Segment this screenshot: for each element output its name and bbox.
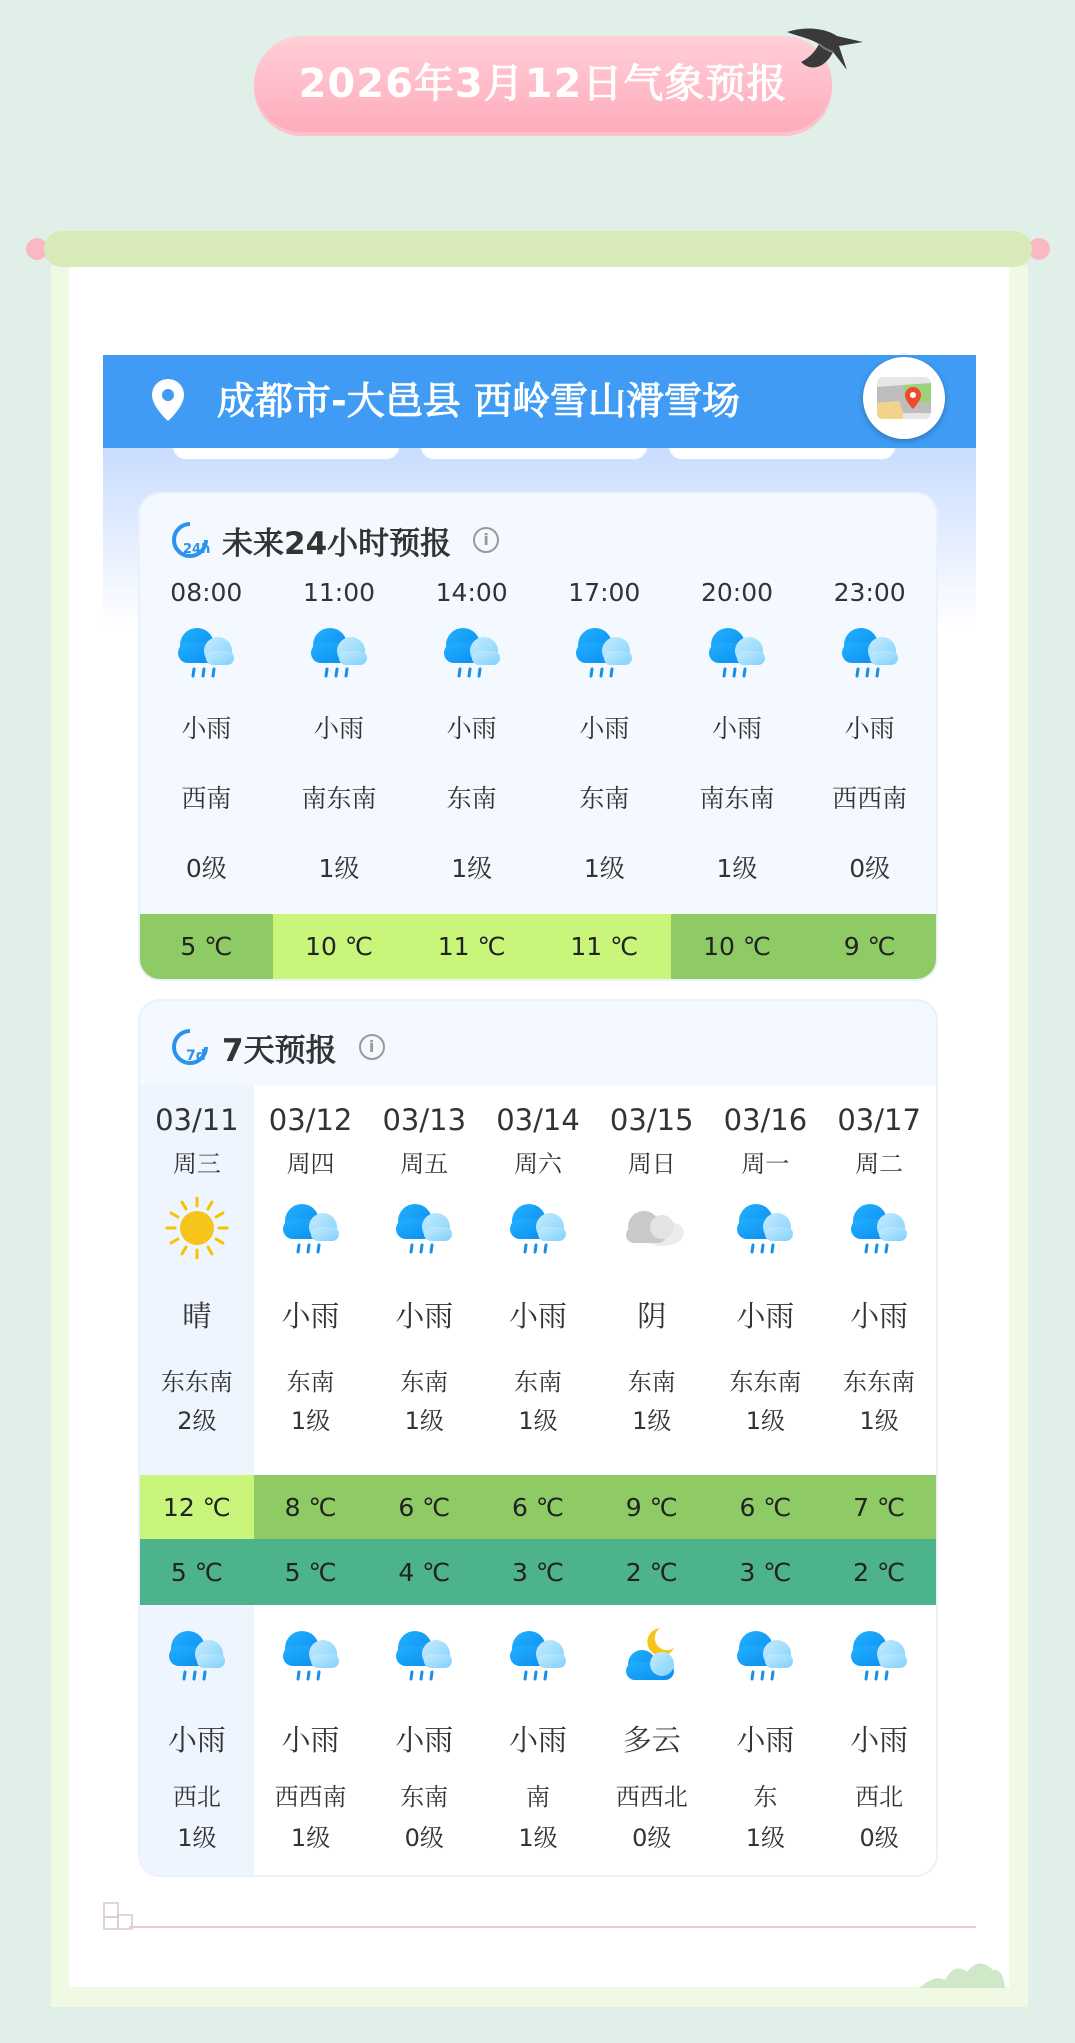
- night-weather: 小雨: [508, 1722, 567, 1757]
- hourly-column: [405, 572, 538, 902]
- day-wind-direction: 东南: [627, 1367, 676, 1396]
- hour-temperature: 11 ℃: [538, 914, 671, 979]
- day-wind-direction: 东东南: [729, 1367, 802, 1396]
- hour-wind-level: 1级: [716, 854, 758, 883]
- day-date: 03/15: [609, 1103, 694, 1137]
- hour-time: 11:00: [302, 577, 376, 607]
- night-weather: 小雨: [736, 1722, 795, 1757]
- map-icon: [863, 357, 945, 439]
- page-title-banner: [254, 36, 832, 132]
- hour-temperature: 5 ℃: [140, 914, 273, 979]
- hour-weather: 小雨: [579, 714, 630, 743]
- footer-divider: [129, 1926, 976, 1928]
- day-weather: 小雨: [281, 1298, 340, 1333]
- hour-weather-icon: [568, 612, 640, 692]
- rain-cloud-icon: [303, 621, 375, 683]
- high-temperature: 12 ℃: [140, 1475, 254, 1539]
- hour-weather-icon: [170, 612, 242, 692]
- rain-cloud-icon: [502, 1197, 574, 1259]
- day-weather: 晴: [182, 1298, 212, 1333]
- night-wind-direction: 西西北: [615, 1782, 688, 1811]
- hour-weather-icon: [303, 612, 375, 692]
- night-wind-level: 1级: [745, 1823, 786, 1852]
- rain-cloud-icon: [388, 1197, 460, 1259]
- swallow-icon: [785, 22, 865, 92]
- day-wind-direction: 东东南: [160, 1367, 233, 1396]
- day-wind-direction: 东南: [286, 1367, 335, 1396]
- hour-weather: 小雨: [711, 714, 762, 743]
- hourly-column: [803, 572, 936, 902]
- day-column: [595, 1085, 709, 1875]
- high-temperature: 9 ℃: [595, 1475, 709, 1539]
- low-temperature: 2 ℃: [822, 1539, 936, 1605]
- night-weather: 小雨: [850, 1722, 909, 1757]
- hour-weather: 小雨: [181, 714, 232, 743]
- rain-cloud-icon: [843, 1624, 915, 1686]
- day-weekday: 周六: [513, 1149, 562, 1178]
- night-wind-level: 0级: [859, 1823, 899, 1852]
- night-wind-direction: 东南: [400, 1782, 449, 1811]
- day-weekday: 周四: [286, 1149, 335, 1178]
- night-weather-icon: [843, 1605, 915, 1705]
- rain-cloud-icon: [701, 621, 773, 683]
- night-wind-direction: 西北: [855, 1782, 904, 1811]
- hour-temperature: 9 ℃: [803, 914, 936, 979]
- night-weather-icon: [388, 1605, 460, 1705]
- day-weather-icon: [388, 1185, 460, 1271]
- night-wind-direction: 西北: [172, 1782, 221, 1811]
- hour-wind-level: 0级: [185, 854, 227, 883]
- day-weekday: 周日: [627, 1149, 676, 1178]
- night-wind-direction: 南: [525, 1782, 550, 1811]
- low-temperature: 3 ℃: [709, 1539, 823, 1605]
- day-weather-icon: [843, 1185, 915, 1271]
- night-weather: 小雨: [395, 1722, 454, 1757]
- day-weather: 小雨: [395, 1298, 454, 1333]
- day-weekday: 周二: [855, 1149, 904, 1178]
- rain-cloud-icon: [834, 621, 906, 683]
- rain-cloud-icon: [275, 1624, 347, 1686]
- high-temperature: 8 ℃: [254, 1475, 368, 1539]
- svg-text:24h: 24h: [183, 542, 210, 557]
- night-weather-icon: [161, 1605, 233, 1705]
- 24h-badge-icon: [170, 520, 210, 560]
- rain-cloud-icon: [170, 621, 242, 683]
- hour-wind-level: 1级: [318, 854, 360, 883]
- hour-wind-direction: 西南: [181, 784, 232, 813]
- low-temperature: 4 ℃: [367, 1539, 481, 1605]
- high-temperature: 7 ℃: [822, 1475, 936, 1539]
- hour-temperature: 10 ℃: [273, 914, 406, 979]
- day-wind-level: 1级: [290, 1407, 331, 1435]
- night-wind-direction: 西西南: [274, 1782, 347, 1811]
- rain-cloud-icon: [729, 1197, 801, 1259]
- low-temperature: 3 ℃: [481, 1539, 595, 1605]
- hour-time: 08:00: [170, 577, 243, 607]
- day-wind-direction: 东南: [513, 1367, 562, 1396]
- day-wind-level: 1级: [859, 1407, 899, 1435]
- day-weather: 阴: [637, 1298, 667, 1333]
- sun-icon: [161, 1197, 233, 1259]
- hour-wind-direction: 西西南: [832, 784, 908, 813]
- hour-wind-level: 1级: [583, 854, 625, 883]
- night-wind-level: 1级: [177, 1823, 217, 1852]
- info-icon[interactable]: i: [473, 527, 499, 553]
- rain-cloud-icon: [843, 1197, 915, 1259]
- overcast-cloud-icon: [616, 1197, 688, 1259]
- day-date: 03/13: [382, 1103, 467, 1137]
- day-weather-icon: [616, 1185, 688, 1271]
- day-date: 03/16: [723, 1103, 808, 1137]
- hour-weather-icon: [701, 612, 773, 692]
- day-column: [254, 1085, 368, 1875]
- high-temperature: 6 ℃: [709, 1475, 823, 1539]
- night-weather: 小雨: [167, 1722, 226, 1757]
- daily-card-header: [170, 1027, 385, 1067]
- day-column: [709, 1085, 823, 1875]
- day-wind-level: 2级: [177, 1407, 217, 1435]
- day-weather: 小雨: [508, 1298, 567, 1333]
- hour-wind-direction: 东南: [446, 784, 497, 813]
- high-temperature: 6 ℃: [367, 1475, 481, 1539]
- hourly-column: [140, 572, 273, 902]
- hour-wind-level: 0级: [849, 854, 891, 883]
- hour-time: 20:00: [700, 577, 774, 607]
- night-weather: 多云: [622, 1722, 681, 1757]
- hour-weather: 小雨: [313, 714, 364, 743]
- hour-temperature: 10 ℃: [671, 914, 804, 979]
- night-wind-level: 1级: [290, 1823, 331, 1852]
- hour-time: 17:00: [568, 577, 641, 607]
- day-wind-level: 1级: [404, 1407, 444, 1435]
- rain-cloud-icon: [388, 1624, 460, 1686]
- rain-cloud-icon: [502, 1624, 574, 1686]
- day-wind-level: 1级: [745, 1407, 786, 1435]
- low-temperature: 5 ℃: [140, 1539, 254, 1605]
- night-wind-direction: 东: [753, 1782, 778, 1811]
- location-pin-icon: [150, 377, 186, 423]
- hour-weather: 小雨: [446, 714, 497, 743]
- day-weather: 小雨: [850, 1298, 909, 1333]
- daily-forecast-card: [140, 1001, 936, 1875]
- page-title: 2026年3月12日气象预报: [298, 61, 788, 107]
- night-wind-level: 0级: [632, 1823, 672, 1852]
- hour-wind-direction: 南东南: [301, 784, 377, 813]
- rain-cloud-icon: [161, 1624, 233, 1686]
- hour-time: 14:00: [435, 577, 508, 607]
- night-weather-icon: [275, 1605, 347, 1705]
- night-wind-level: 1级: [518, 1823, 558, 1852]
- rain-cloud-icon: [436, 621, 508, 683]
- hourly-column: [538, 572, 671, 902]
- day-weather-icon: [502, 1185, 574, 1271]
- day-date: 03/12: [268, 1103, 353, 1137]
- rain-cloud-icon: [568, 621, 640, 683]
- day-wind-direction: 东南: [400, 1367, 449, 1396]
- day-column: [822, 1085, 936, 1875]
- day-wind-direction: 东东南: [843, 1367, 916, 1396]
- map-button[interactable]: [863, 357, 945, 439]
- rain-cloud-icon: [729, 1624, 801, 1686]
- day-date: 03/14: [496, 1103, 580, 1137]
- day-date: 03/17: [837, 1103, 921, 1137]
- day-column: [367, 1085, 481, 1875]
- hourly-grid: [140, 572, 936, 902]
- day-weekday: 周三: [172, 1149, 221, 1178]
- day-wind-level: 1级: [632, 1407, 672, 1435]
- night-weather-icon: [502, 1605, 574, 1705]
- day-weekday: 周一: [741, 1149, 790, 1178]
- hour-weather-icon: [436, 612, 508, 692]
- hour-time: 23:00: [833, 577, 906, 607]
- moon-cloud-icon: [616, 1624, 688, 1686]
- day-weather-icon: [275, 1185, 347, 1271]
- hourly-temperature-row: [140, 914, 936, 979]
- night-weather-icon: [616, 1605, 688, 1705]
- night-weather-icon: [729, 1605, 801, 1705]
- grass-decoration-icon: [915, 1950, 1007, 1990]
- day-weekday: 周五: [400, 1149, 449, 1178]
- hour-weather-icon: [834, 612, 906, 692]
- day-column: [481, 1085, 595, 1875]
- day-weather: 小雨: [736, 1298, 795, 1333]
- day-weather-icon: [729, 1185, 801, 1271]
- hour-wind-level: 1级: [451, 854, 493, 883]
- scroll-rod: [44, 231, 1032, 267]
- hour-wind-direction: 东南: [579, 784, 630, 813]
- svg-text:7d: 7d: [186, 1048, 206, 1064]
- hour-wind-direction: 南东南: [699, 784, 775, 813]
- hour-temperature: 11 ℃: [405, 914, 538, 979]
- hourly-card-title: 未来24小时预报: [222, 525, 452, 562]
- hour-weather: 小雨: [844, 714, 895, 743]
- low-temperature: 5 ℃: [254, 1539, 368, 1605]
- night-wind-level: 0级: [404, 1823, 444, 1852]
- rain-cloud-icon: [275, 1197, 347, 1259]
- daily-grid: [140, 1085, 936, 1875]
- hourly-card-header: [170, 520, 499, 560]
- night-weather: 小雨: [281, 1722, 340, 1757]
- high-temperature: 6 ℃: [481, 1475, 595, 1539]
- hourly-column: [671, 572, 804, 902]
- low-temperature: 2 ℃: [595, 1539, 709, 1605]
- hourly-column: [273, 572, 406, 902]
- day-date: 03/11: [155, 1103, 239, 1137]
- day-column: [140, 1085, 254, 1875]
- hourly-forecast-card: [140, 494, 936, 979]
- daily-card-title: 7天预报: [222, 1032, 337, 1069]
- day-wind-level: 1级: [518, 1407, 558, 1435]
- day-weather-icon: [161, 1185, 233, 1271]
- info-icon[interactable]: i: [359, 1034, 385, 1060]
- location-name: 成都市-大邑县 西岭雪山滑雪场: [217, 379, 741, 423]
- 7d-badge-icon: [170, 1027, 210, 1067]
